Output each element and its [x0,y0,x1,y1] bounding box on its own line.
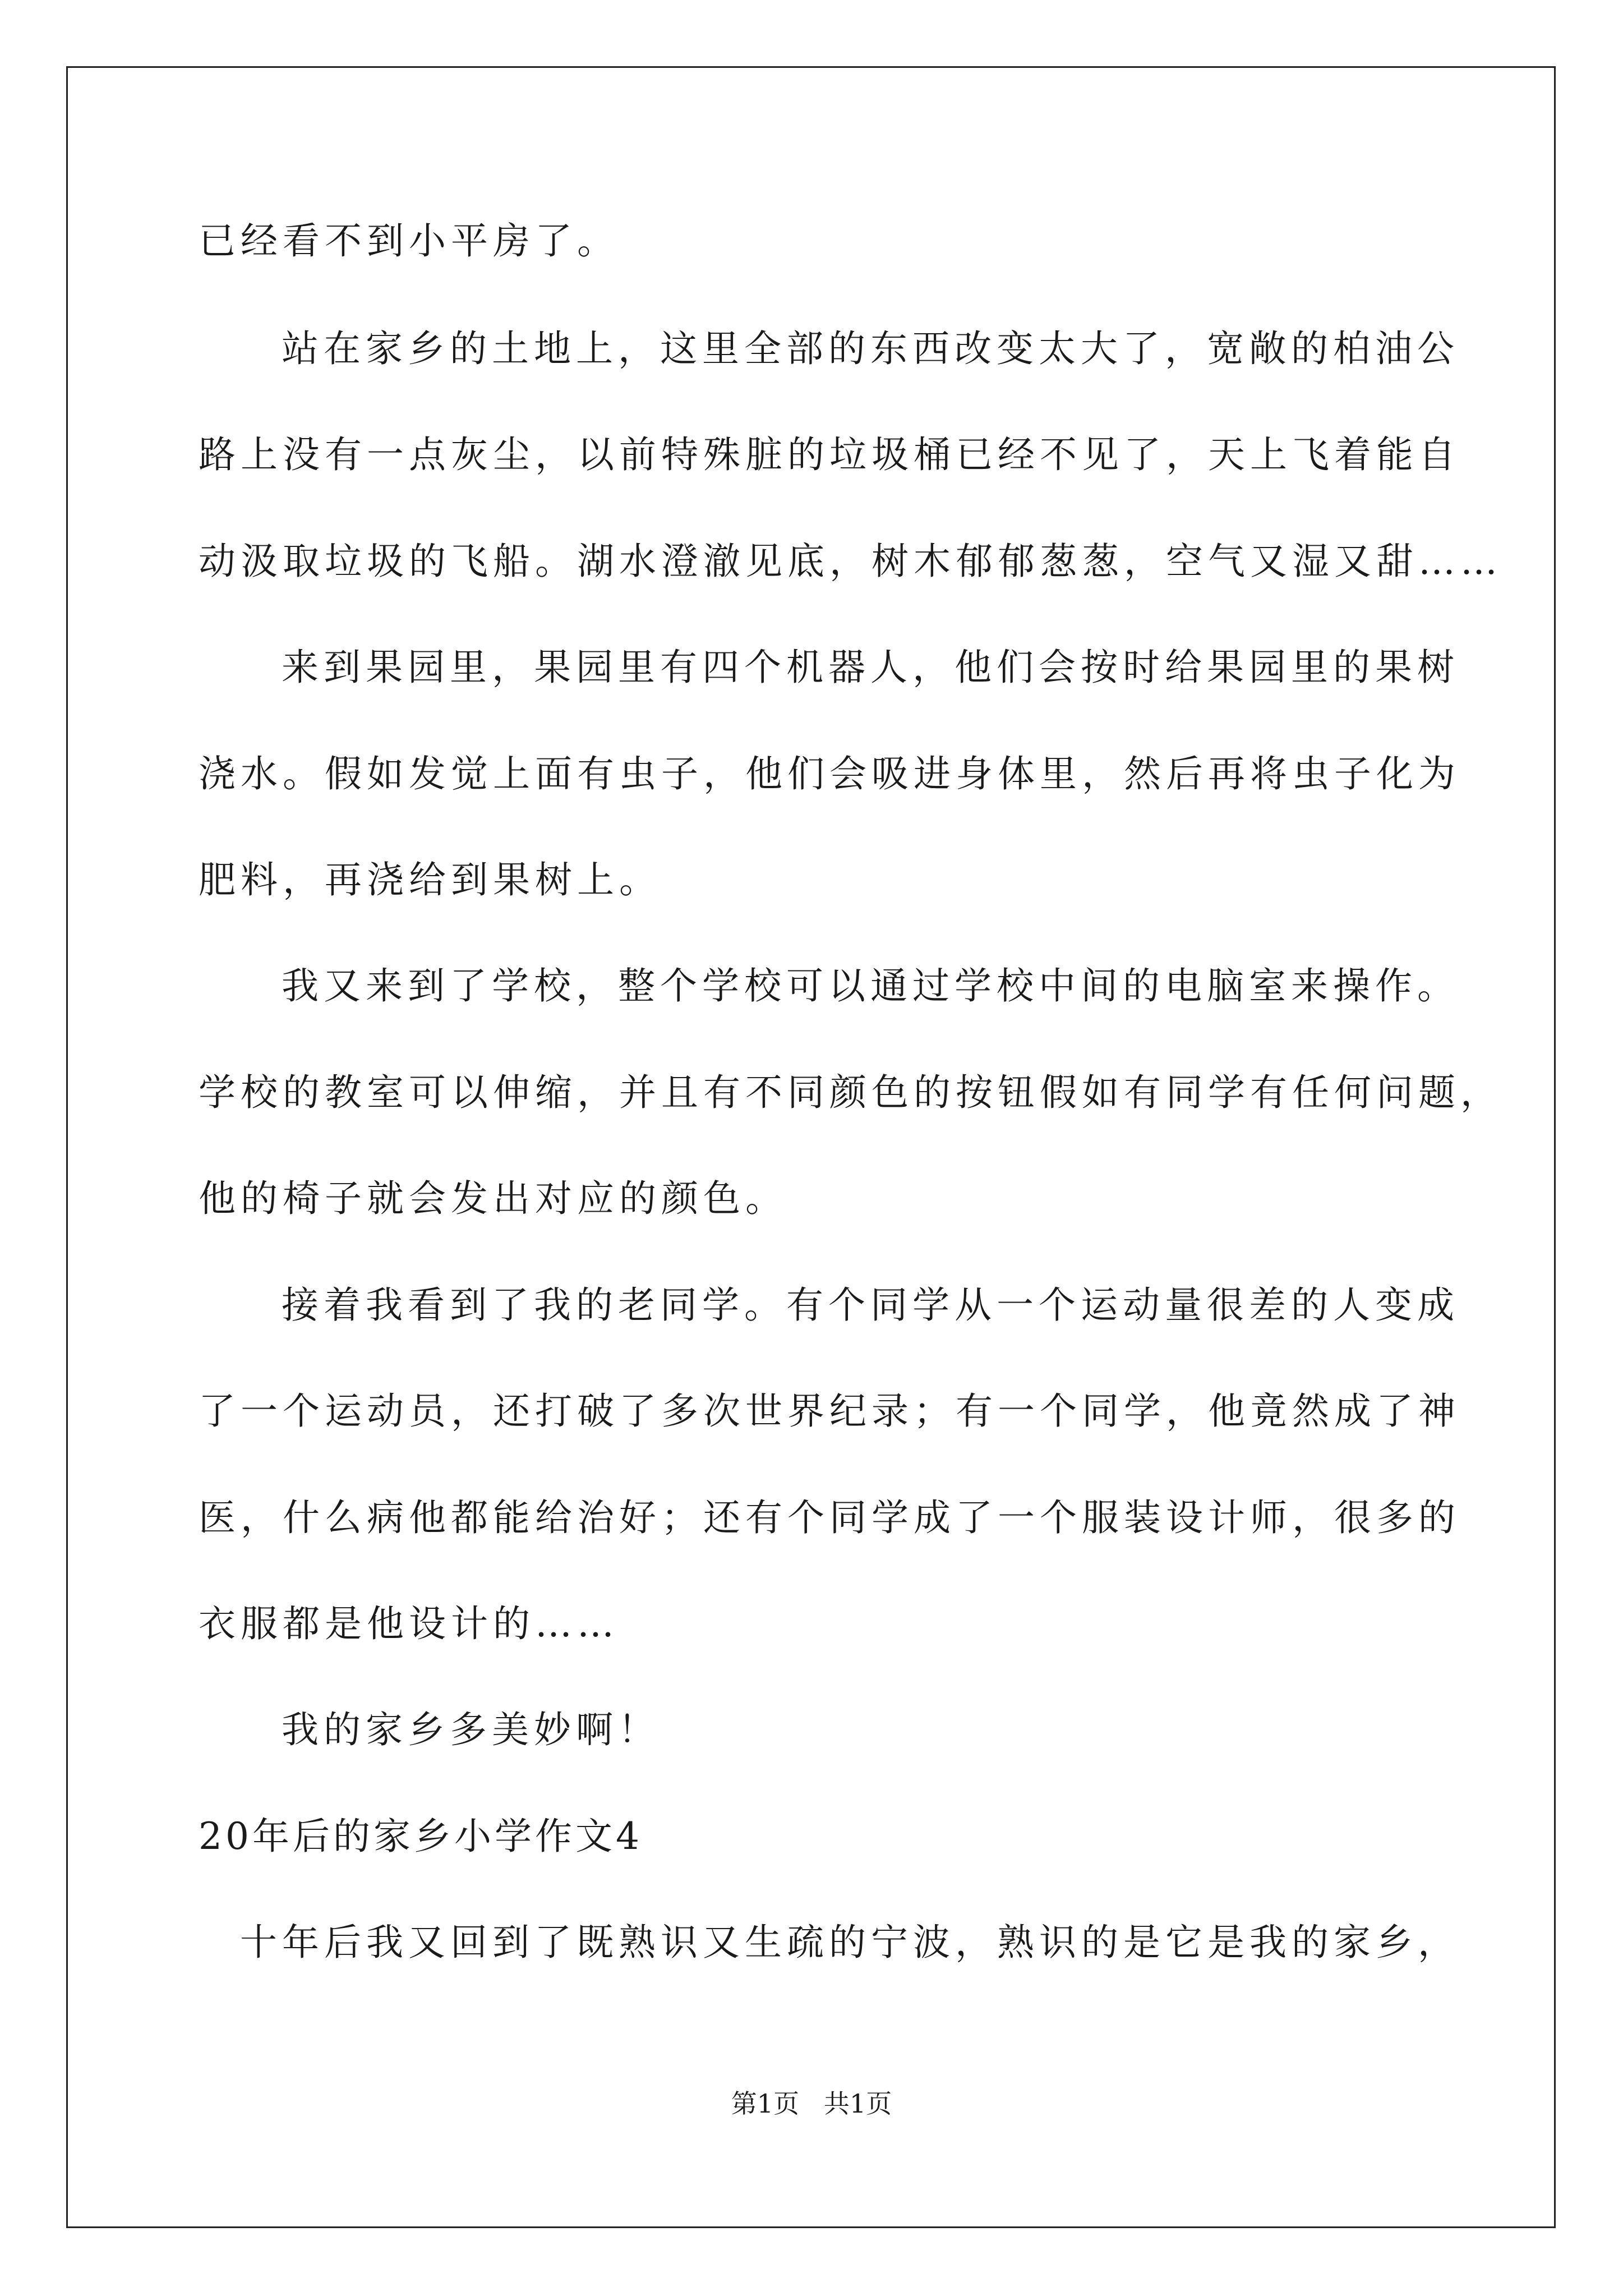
body-line: 衣服都是他设计的…… [199,1602,619,1645]
body-line: 动汲取垃圾的飞船。湖水澄澈见底，树木郁郁葱葱，空气又湿又甜…… [199,540,1502,583]
paragraph-first-line: 来到果园里，果园里有四个机器人，他们会按时给果园里的果树 [282,646,1459,689]
paragraph-first-line: 十年后我又回到了既熟识又生疏的宁波，熟识的是它是我的家乡， [240,1921,1460,1964]
body-line: 浇水。假如发觉上面有虫子，他们会吸进身体里，然后再将虫子化为 [199,752,1460,795]
paragraph-first-line: 站在家乡的土地上，这里全部的东西改变太大了，宽敞的柏油公 [282,327,1459,370]
paragraph-first-line: 我又来到了学校，整个学校可以通过学校中间的电脑室来操作。 [282,964,1459,1007]
body-line: 已经看不到小平房了。 [199,219,619,263]
body-line: 了一个运动员，还打破了多次世界纪录；有一个同学，他竟然成了神 [199,1389,1460,1433]
body-line: 学校的教室可以伸缩，并且有不同颜色的按钮假如有同学有任何问题， [199,1071,1502,1114]
paragraph-first-line: 接着我看到了我的老同学。有个同学从一个运动量很差的人变成 [282,1283,1459,1327]
body-line: 肥料，再浇给到果树上。 [199,858,661,901]
page-footer: 第1页 共1页 [731,2088,892,2119]
section-heading: 20年后的家乡小学作文4 [199,1815,643,1858]
paragraph-first-line: 我的家乡多美妙啊！ [282,1708,660,1751]
body-line: 医，什么病他都能给治好；还有个同学成了一个服装设计师，很多的 [199,1496,1460,1539]
body-line: 路上没有一点灰尘，以前特殊脏的垃圾桶已经不见了，天上飞着能自 [199,433,1460,476]
body-line: 他的椅子就会发出对应的颜色。 [199,1177,787,1220]
page-border [66,66,1556,2228]
